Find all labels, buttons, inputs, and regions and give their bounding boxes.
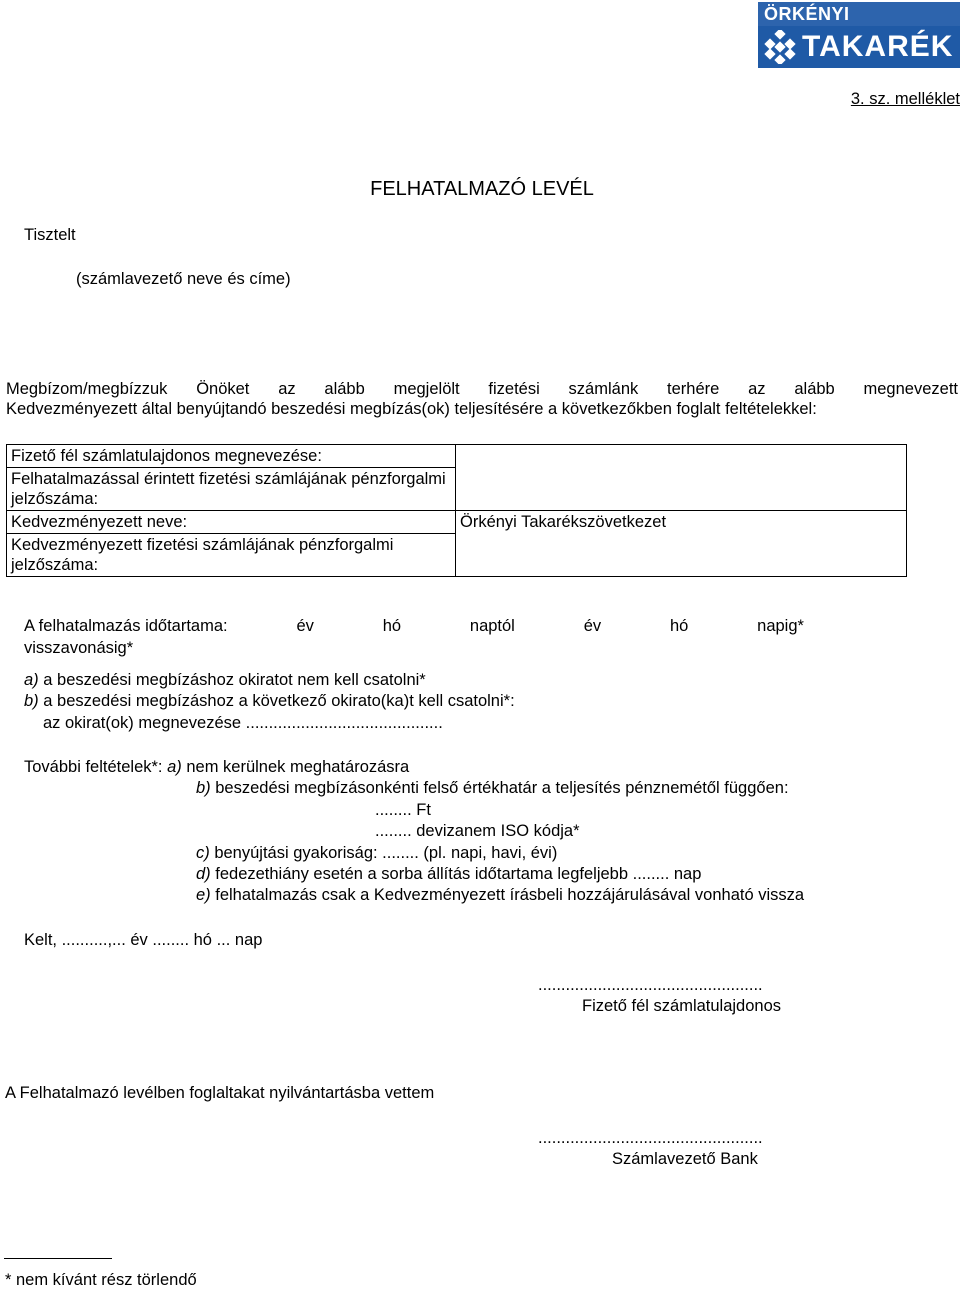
conditions-iso: ........ devizanem ISO kódja*: [375, 822, 580, 840]
addressee-placeholder: (számlavezető neve és címe): [76, 270, 291, 288]
table-label: Fizető fél számlatulajdonos megnevezése:: [7, 445, 456, 468]
attachment-doc-name: az okirat(ok) megnevezése ...........................................: [43, 714, 443, 732]
attachment-b: b) a beszedési megbízáshoz a következő okirato(ka)t kell csatolni*:: [24, 692, 515, 710]
duration-ev-1: év: [296, 617, 314, 635]
signature-1-dots: .................................................: [538, 976, 763, 994]
footnote: * nem kívánt rész törlendő: [5, 1271, 197, 1289]
duration-ho-1: hó: [382, 617, 402, 635]
table-label: Kedvezményezett neve:: [7, 511, 456, 534]
signature-2-label: Számlavezető Bank: [612, 1150, 758, 1168]
table-label: Felhatalmazással érintett fizetési számlájának pénzforgalmi jelzőszáma:: [7, 468, 456, 511]
footnote-divider: [4, 1258, 112, 1259]
duration-revocation: visszavonásig*: [24, 639, 134, 657]
table-value: Örkényi Takarékszövetkezet: [456, 511, 907, 577]
intro-paragraph: [6, 379, 958, 419]
conditions-e: e) felhatalmazás csak a Kedvezményezett írásbeli hozzájárulásával vonható vissza: [196, 886, 805, 904]
attachment-a: a) a beszedési megbízáshoz okiratot nem kell csatolni*: [24, 671, 426, 689]
duration-ev-2: év: [583, 617, 602, 635]
conditions-a: További feltételek*: a) nem kerülnek meghatározásra: [24, 758, 410, 776]
table-label: Kedvezményezett fizetési számlájának pénzforgalmi jelzőszáma:: [7, 534, 456, 577]
duration-label: A felhatalmazás időtartama:: [24, 617, 228, 635]
conditions-b: b) beszedési megbízásonkénti felső értékhatár a teljesítés pénznemétől függően:: [196, 779, 789, 797]
table-row: [7, 445, 907, 468]
date-line: Kelt, ..........,... év ........ hó ... nap: [24, 931, 263, 949]
conditions-ft: ........ Ft: [375, 801, 431, 819]
logo-mark-icon: [758, 26, 802, 68]
conditions-d: d) fedezethiány esetén a sorba állítás időtartama legfeljebb ........ nap: [196, 865, 702, 883]
duration-row: [24, 617, 804, 636]
signature-2-dots: .................................................: [538, 1129, 763, 1147]
bank-logo: [758, 2, 960, 68]
table-row: [7, 511, 907, 534]
greeting: Tisztelt: [24, 226, 76, 244]
appendix-label: 3. sz. melléklet: [850, 90, 960, 108]
account-info-table: [6, 444, 907, 577]
intro-line-2: Kedvezményezett által benyújtandó beszedési megbízás(ok) teljesítésére a következőkben foglalt feltételekkel:: [6, 400, 817, 418]
table-value: [456, 445, 907, 511]
conditions-c: c) benyújtási gyakoriság: ........ (pl. napi, havi, évi): [196, 844, 558, 862]
duration-napig: napig*: [757, 617, 804, 635]
page-title: FELHATALMAZÓ LEVÉL: [370, 178, 594, 200]
duration-ho-2: hó: [669, 617, 689, 635]
signature-1-label: Fizető fél számlatulajdonos: [582, 997, 782, 1015]
logo-top-text: ÖRKÉNYI: [758, 2, 960, 26]
logo-bottom-text: TAKARÉK: [802, 30, 954, 63]
duration-naptol: naptól: [469, 617, 515, 635]
intro-line-1: Megbízom/megbízzuk Önöket az alább megjelölt fizetési számlánk terhére az alább megnevezett: [6, 380, 958, 398]
registered-statement: A Felhatalmazó levélben foglaltakat nyilvántartásba vettem: [5, 1084, 435, 1102]
